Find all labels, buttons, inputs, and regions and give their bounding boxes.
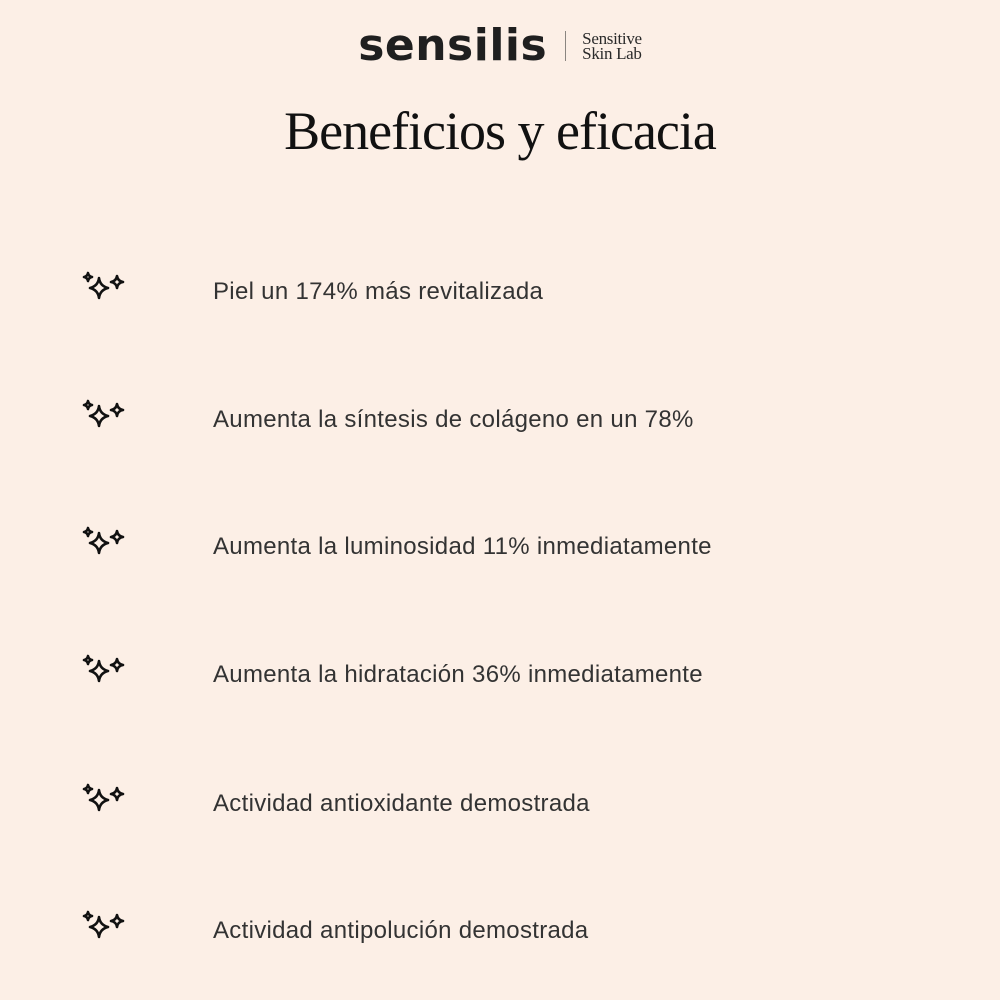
benefit-label: Piel un 174% más revitalizada	[213, 278, 544, 305]
benefit-label: Aumenta la luminosidad 11% inmediatamente	[213, 533, 712, 560]
benefit-item	[0, 776, 1000, 836]
benefit-item	[0, 647, 1000, 707]
benefit-label: Actividad antipolución demostrada	[213, 917, 589, 944]
benefit-item	[0, 264, 1000, 324]
tagline-line-2: Skin Lab	[582, 44, 642, 63]
benefit-item	[0, 519, 1000, 579]
sparkles-icon	[76, 392, 134, 450]
benefit-label: Actividad antioxidante demostrada	[213, 790, 590, 817]
sparkles-icon	[76, 264, 134, 322]
brand-name: sensilis	[358, 20, 548, 71]
sparkles-icon	[76, 903, 134, 961]
sparkles-icon	[76, 519, 134, 577]
benefit-item	[0, 392, 1000, 452]
tagline-line-1: Sensitive	[582, 29, 642, 48]
sparkles-icon	[76, 647, 134, 705]
sparkles-icon	[76, 776, 134, 834]
benefit-item	[0, 903, 1000, 963]
benefit-label: Aumenta la hidratación 36% inmediatamente	[213, 661, 703, 688]
benefit-label: Aumenta la síntesis de colágeno en un 78%	[213, 406, 694, 433]
page-title: Beneficios y eficacia	[284, 101, 716, 161]
